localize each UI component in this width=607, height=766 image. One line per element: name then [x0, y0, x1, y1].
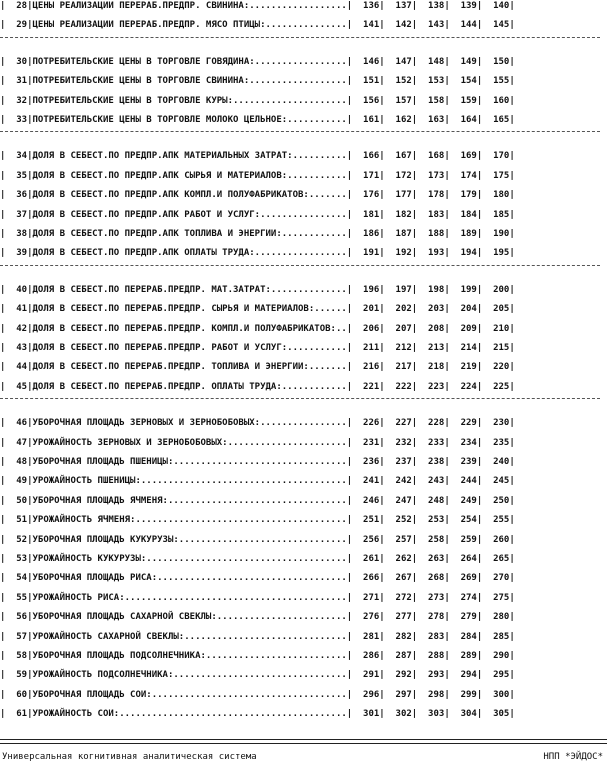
table-row: | 47|УРОЖАЙНОСТЬ ЗЕРНОВЫХ И ЗЕРНОБОБОВЫХ:......................| 231| 232| 233| 234| 235|	[0, 437, 515, 448]
table-row: | 31|ПОТРЕБИТЕЛЬСКИЕ ЦЕНЫ В ТОРГОВЛЕ СВИНИНА:..................| 151| 152| 153| 154| 155|	[0, 76, 515, 87]
table-row: | 49|УРОЖАЙНОСТЬ ПШЕНИЦЫ:......................................| 241| 242| 243| 244| 245|	[0, 476, 515, 487]
table-row: | 39|ДОЛЯ В СЕБЕСТ.ПО ПРЕДПР.АПК ОПЛАТЫ ТРУДА:.................| 191| 192| 193| 194| 195|	[0, 248, 515, 259]
table-row: | 28|ЦЕНЫ РЕАЛИЗАЦИИ ПЕРЕРАБ.ПРЕДПР. СВИНИНА:..................| 136| 137| 138| 139| 140|	[0, 1, 515, 11]
table-row: | 58|УБОРОЧНАЯ ПЛОЩАДЬ ПОДСОЛНЕЧНИКА:..........................| 286| 287| 288| 289| 290|	[0, 651, 515, 661]
table-row: | 37|ДОЛЯ В СЕБЕСТ.ПО ПРЕДПР.АПК РАБОТ И УСЛУГ:................| 181| 182| 183| 184| 185|	[0, 209, 515, 220]
table-row: | 38|ДОЛЯ В СЕБЕСТ.ПО ПРЕДПР.АПК ТОПЛИВА И ЭНЕРГИИ:............| 186| 187| 188| 189| 190|	[0, 229, 515, 239]
footer-double-rule	[0, 739, 607, 744]
table-row: | 52|УБОРОЧНАЯ ПЛОЩАДЬ КУКУРУЗЫ:...............................| 256| 257| 258| 259| 260|	[0, 534, 515, 545]
table-row: | 54|УБОРОЧНАЯ ПЛОЩАДЬ РИСА:...................................| 266| 267| 268| 269| 270|	[0, 573, 515, 584]
table-row: | 51|УРОЖАЙНОСТЬ ЯЧМЕНЯ:.......................................| 251| 252| 253| 254| 255|	[0, 515, 515, 526]
table-row: | 44|ДОЛЯ В СЕБЕСТ.ПО ПЕРЕРАБ.ПРЕДПР. ТОПЛИВА И ЭНЕРГИИ:.......| 216| 217| 218| 219| 220|	[0, 362, 515, 373]
table-row: | 61|УРОЖАЙНОСТЬ СОИ:..........................................| 301| 302| 303| 304| 305|	[0, 709, 515, 720]
group-separator	[0, 131, 600, 132]
table-row: | 36|ДОЛЯ В СЕБЕСТ.ПО ПРЕДПР.АПК КОМПЛ.И ПОЛУФАБРИКАТОВ:.......| 176| 177| 178| 179| 180|	[0, 190, 515, 201]
table-row: | 33|ПОТРЕБИТЕЛЬСКИЕ ЦЕНЫ В ТОРГОВЛЕ МОЛОКО ЦЕЛЬНОЕ:...........| 161| 162| 163| 164| 165|	[0, 115, 515, 125]
table-row: | 41|ДОЛЯ В СЕБЕСТ.ПО ПЕРЕРАБ.ПРЕДПР. СЫРЬЯ И МАТЕРИАЛОВ:......| 201| 202| 203| 204| 205|	[0, 304, 515, 315]
footer-company: НПП *ЭЙДОС*	[543, 752, 603, 762]
group-separator	[0, 398, 600, 399]
table-row: | 46|УБОРОЧНАЯ ПЛОЩАДЬ ЗЕРНОВЫХ И ЗЕРНОБОБОВЫХ:................| 226| 227| 228| 229| 230|	[0, 418, 515, 429]
footer-system-name: Универсальная когнитивная аналитическая система	[2, 752, 257, 762]
table-row: | 43|ДОЛЯ В СЕБЕСТ.ПО ПЕРЕРАБ.ПРЕДПР. РАБОТ И УСЛУГ:...........| 211| 212| 213| 214| 215|	[0, 343, 515, 353]
table-row: | 34|ДОЛЯ В СЕБЕСТ.ПО ПРЕДПР.АПК МАТЕРИАЛЬНЫХ ЗАТРАТ:..........| 166| 167| 168| 169| 170|	[0, 151, 515, 162]
table-row: | 32|ПОТРЕБИТЕЛЬСКИЕ ЦЕНЫ В ТОРГОВЛЕ КУРЫ:.....................| 156| 157| 158| 159| 160|	[0, 95, 515, 106]
group-separator	[0, 265, 600, 266]
table-row: | 55|УРОЖАЙНОСТЬ РИСА:.........................................| 271| 272| 273| 274| 275|	[0, 592, 515, 603]
table-row: | 42|ДОЛЯ В СЕБЕСТ.ПО ПЕРЕРАБ.ПРЕДПР. КОМПЛ.И ПОЛУФАБРИКАТОВ:..| 206| 207| 208| 209| 210|	[0, 323, 515, 334]
table-row: | 45|ДОЛЯ В СЕБЕСТ.ПО ПЕРЕРАБ.ПРЕДПР. ОПЛАТЫ ТРУДА:............| 221| 222| 223| 224| 225|	[0, 381, 515, 392]
table-row: | 50|УБОРОЧНАЯ ПЛОЩАДЬ ЯЧМЕНЯ:.................................| 246| 247| 248| 249| 250|	[0, 495, 515, 506]
group-separator	[0, 37, 600, 38]
table-row: | 56|УБОРОЧНАЯ ПЛОЩАДЬ САХАРНОЙ СВЕКЛЫ:........................| 276| 277| 278| 279| 280|	[0, 612, 515, 623]
table-row: | 30|ПОТРЕБИТЕЛЬСКИЕ ЦЕНЫ В ТОРГОВЛЕ ГОВЯДИНА:.................| 146| 147| 148| 149| 150|	[0, 56, 515, 67]
footer	[2, 752, 603, 764]
table-row: | 29|ЦЕНЫ РЕАЛИЗАЦИИ ПЕРЕРАБ.ПРЕДПР. МЯСО ПТИЦЫ:...............| 141| 142| 143| 144| 145|	[0, 20, 515, 31]
table-row: | 60|УБОРОЧНАЯ ПЛОЩАДЬ СОИ:....................................| 296| 297| 298| 299| 300|	[0, 689, 515, 700]
table-row: | 35|ДОЛЯ В СЕБЕСТ.ПО ПРЕДПР.АПК СЫРЬЯ И МАТЕРИАЛОВ:...........| 171| 172| 173| 174| 175|	[0, 170, 515, 181]
table-row: | 57|УРОЖАЙНОСТЬ САХАРНОЙ СВЕКЛЫ:..............................| 281| 282| 283| 284| 285|	[0, 631, 515, 642]
table-row: | 53|УРОЖАЙНОСТЬ КУКУРУЗЫ:.....................................| 261| 262| 263| 264| 265|	[0, 554, 515, 564]
table-row: | 40|ДОЛЯ В СЕБЕСТ.ПО ПЕРЕРАБ.ПРЕДПР. МАТ.ЗАТРАТ:..............| 196| 197| 198| 199| 200|	[0, 284, 515, 295]
table-row: | 48|УБОРОЧНАЯ ПЛОЩАДЬ ПШЕНИЦЫ:................................| 236| 237| 238| 239| 240|	[0, 457, 515, 467]
table-row: | 59|УРОЖАЙНОСТЬ ПОДСОЛНЕЧНИКА:................................| 291| 292| 293| 294| 295|	[0, 670, 515, 681]
